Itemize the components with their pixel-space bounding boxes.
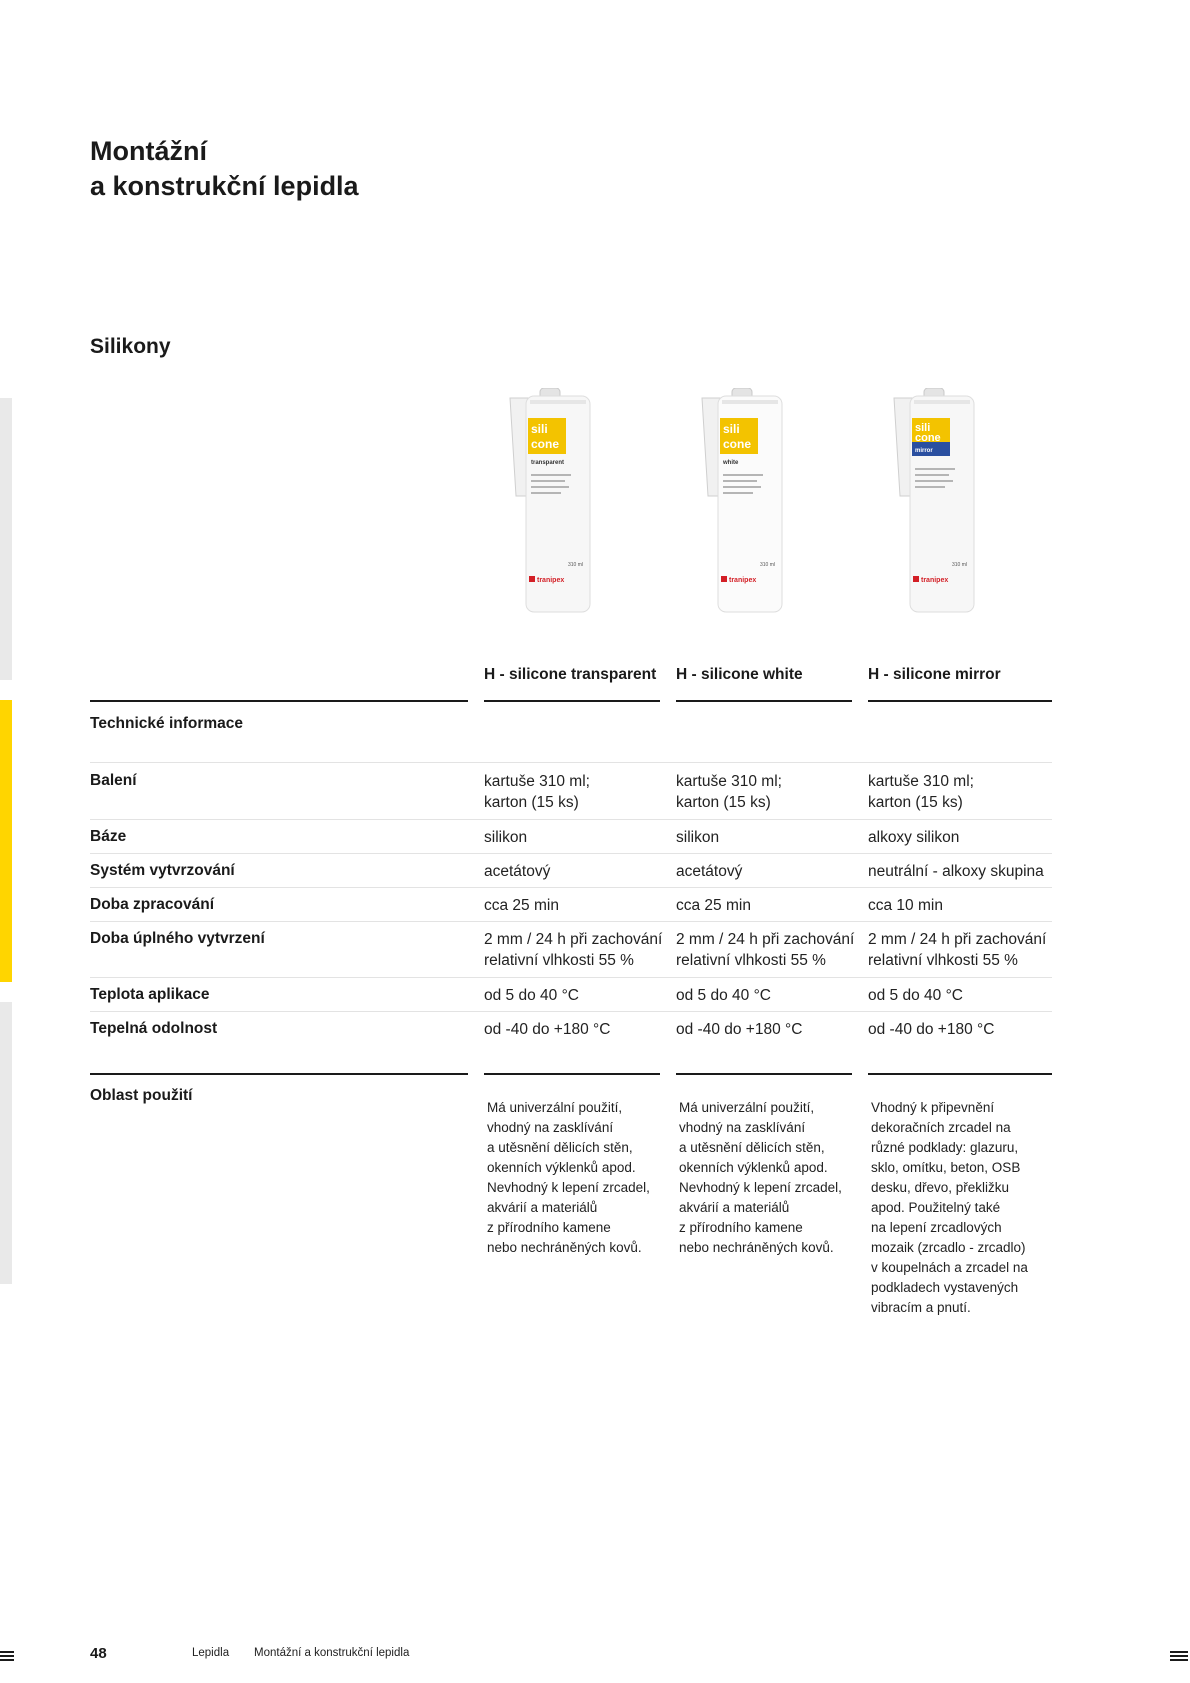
product-name-transparent: H - silicone transparent (484, 666, 657, 683)
brand-logo-text: tranipex (921, 577, 949, 584)
cell-doba-vytvrzeni-col1 (484, 929, 662, 971)
header-rule-label (90, 700, 468, 702)
section-title: Silikony (90, 335, 171, 358)
usage-rule-col2 (676, 1073, 852, 1075)
cell-line: relativní vlhkosti 55 % (868, 952, 1018, 969)
cell-baze-col1: silikon (484, 829, 528, 846)
page-title (90, 134, 359, 204)
cell-line: kartuše 310 ml; (868, 773, 974, 790)
cell-doba-vytvrzeni-col3 (868, 929, 1046, 971)
sidebar-bar-yellow (0, 700, 12, 982)
cell-odolnost-col2: od -40 do +180 °C (676, 1021, 803, 1038)
brand-logo-text: tranipex (537, 577, 565, 584)
row-divider (90, 921, 1052, 922)
row-label-doba-vytvrzeni: Doba úplného vytvrzení (90, 930, 265, 947)
cell-doba-zpracovani-col2: cca 25 min (676, 897, 751, 914)
row-divider (90, 1011, 1052, 1012)
menu-icon-right[interactable] (1170, 1651, 1188, 1663)
row-divider (90, 977, 1052, 978)
row-label-technicke: Technické informace (90, 715, 244, 732)
footer-chapter[interactable]: Montážní a konstrukční lepidla (254, 1647, 410, 1659)
cell-line: 2 mm / 24 h při zachování (676, 931, 855, 948)
label-bottom-text: cone (723, 437, 752, 451)
usage-text-transparent: Má univerzální použití, vhodný na zasklívání a utěsnění dělicích stěn, okenních výklenků apod. Nevhodný k lepení zrcadel, akvárií a materiálů z přírodního kamene nebo nechráněných kovů. (487, 1100, 650, 1255)
cell-baleni-col3 (868, 771, 974, 813)
label-bottom-text: cone (915, 432, 941, 444)
header-rule-col3 (868, 700, 1052, 702)
cell-teplota-col3: od 5 do 40 °C (868, 987, 963, 1004)
cell-doba-vytvrzeni-col2 (676, 929, 854, 971)
page-title-line-2: a konstrukční lepidla (90, 171, 359, 201)
usage-rule-col1 (484, 1073, 660, 1075)
cell-line: karton (15 ks) (868, 794, 963, 811)
label-bottom-text: cone (531, 437, 560, 451)
row-label-odolnost: Tepelná odolnost (90, 1020, 218, 1037)
cell-system-col1: acetátový (484, 863, 551, 880)
cell-line: 2 mm / 24 h při zachování (868, 931, 1047, 948)
cell-odolnost-col3: od -40 do +180 °C (868, 1021, 995, 1038)
cell-baleni-col2 (676, 771, 782, 813)
label-volume-text: 310 ml (568, 562, 584, 568)
product-image-transparent (502, 388, 602, 618)
label-volume-text: 310 ml (952, 562, 968, 568)
cell-doba-zpracovani-col1: cca 25 min (484, 897, 559, 914)
product-name-mirror: H - silicone mirror (868, 666, 1001, 683)
page-title-line-1: Montážní (90, 136, 207, 166)
usage-text-white: Má univerzální použití, vhodný na zasklívání a utěsnění dělicích stěn, okenních výklenků apod. Nevhodný k lepení zrcadel, akvárií a materiálů z přírodního kamene nebo nechráněných kovů. (679, 1100, 842, 1255)
row-label-system: Systém vytvrzování (90, 862, 235, 879)
header-rule-col2 (676, 700, 852, 702)
label-top-text: sili (915, 422, 931, 434)
product-image-white (694, 388, 794, 618)
row-label-doba-zpracovani: Doba zpracování (90, 896, 215, 913)
row-divider (90, 762, 1052, 763)
cell-line: kartuše 310 ml; (484, 773, 590, 790)
cell-line: relativní vlhkosti 55 % (676, 952, 826, 969)
cell-line: relativní vlhkosti 55 % (484, 952, 634, 969)
label-top-text: sili (531, 422, 548, 436)
cell-doba-zpracovani-col3: cca 10 min (868, 897, 943, 914)
footer-section[interactable]: Lepidla (192, 1647, 230, 1659)
brand-logo-text: tranipex (729, 577, 757, 584)
label-top-text: sili (723, 422, 740, 436)
cell-odolnost-col1: od -40 do +180 °C (484, 1021, 611, 1038)
cell-system-col2: acetátový (676, 863, 743, 880)
cell-teplota-col2: od 5 do 40 °C (676, 987, 771, 1004)
cell-line: 2 mm / 24 h při zachování (484, 931, 663, 948)
cell-baleni-col1 (484, 771, 590, 813)
row-divider (90, 819, 1052, 820)
product-name-white: H - silicone white (676, 666, 803, 683)
product-image-mirror (886, 388, 986, 618)
label-variant-text: transparent (531, 460, 565, 466)
row-label-baze: Báze (90, 828, 127, 845)
cell-line: kartuše 310 ml; (676, 773, 782, 790)
row-divider (90, 853, 1052, 854)
page-number: 48 (90, 1645, 107, 1662)
label-variant-text: mirror (915, 448, 933, 454)
usage-rule-label (90, 1073, 468, 1075)
sidebar-bar-grey-top (0, 398, 12, 680)
row-label-oblast: Oblast použití (90, 1087, 193, 1104)
cell-baze-col2: silikon (676, 829, 720, 846)
cell-line: karton (15 ks) (484, 794, 579, 811)
usage-rule-col3 (868, 1073, 1052, 1075)
header-rule-col1 (484, 700, 660, 702)
cell-system-col3: neutrální - alkoxy skupina (868, 863, 1044, 880)
row-divider (90, 887, 1052, 888)
usage-text-mirror: Vhodný k připevnění dekoračních zrcadel na různé podklady: glazuru, sklo, omítku, beton, OSB desku, dřevo, překližku apod. Použitelný také na lepení zrcadlových mozaik (zrcadlo - zrcadlo) v koupelnách a zrcadel na podkladech vystavených vibracím a pnutí. (871, 1100, 1028, 1315)
cell-baze-col3: alkoxy silikon (868, 829, 960, 846)
row-label-teplota: Teplota aplikace (90, 986, 210, 1003)
cell-teplota-col1: od 5 do 40 °C (484, 987, 579, 1004)
sidebar-bar-grey-bottom (0, 1002, 12, 1284)
row-label-baleni: Balení (90, 772, 137, 789)
cell-line: karton (15 ks) (676, 794, 771, 811)
label-variant-text: white (723, 460, 739, 466)
label-volume-text: 310 ml (760, 562, 776, 568)
menu-icon-left[interactable] (0, 1651, 14, 1663)
